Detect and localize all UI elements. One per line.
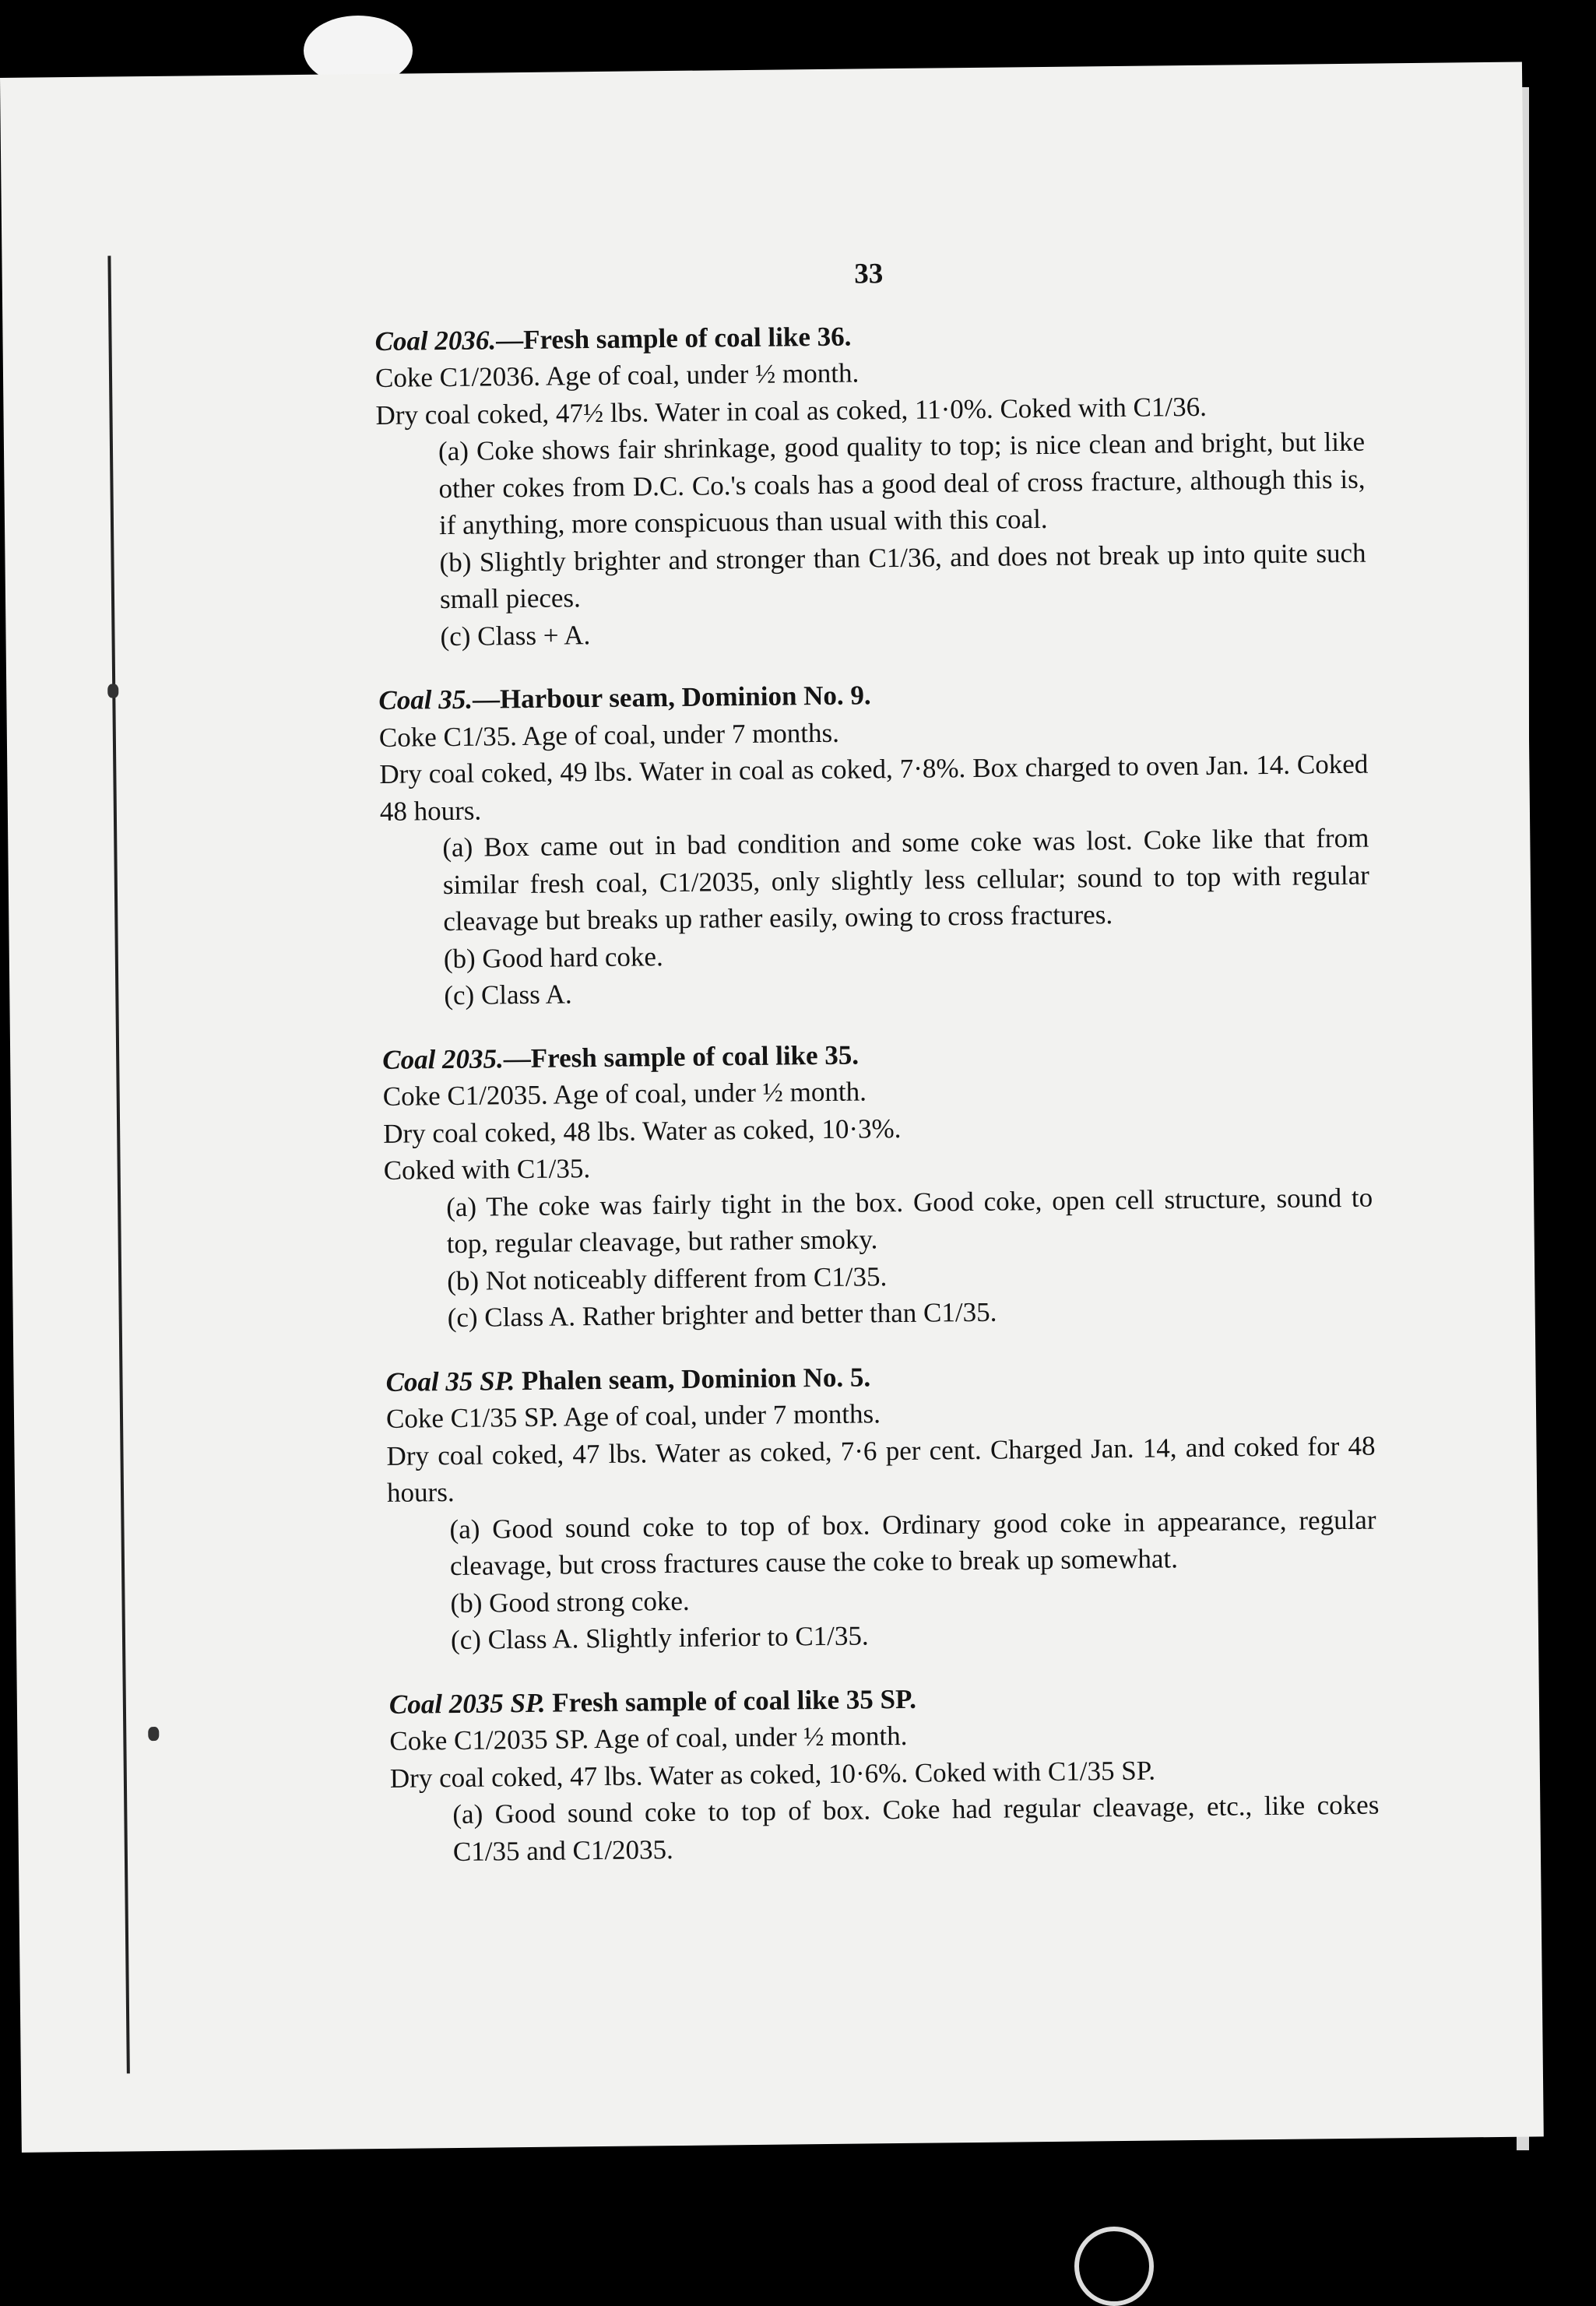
entry-item: (a) The coke was fairly tight in the box. Good coke, open cell structure, sound to top, regular cleavage, but rather smoky. — [446, 1182, 1373, 1260]
entry-line: Coke C1/2035 SP. Age of coal, under ½ month. — [389, 1720, 908, 1756]
entry-item: (c) Class A. — [444, 979, 572, 1011]
entry-line: Dry coal coked, 49 lbs. Water in coal as coked, 7·8%. Box charged to oven Jan. 14. Coked 48 hours. — [379, 748, 1369, 827]
page-number: 33 — [853, 258, 884, 290]
entry-item: (a) Box came out in bad condition and some coke was lost. Coke like that from similar fresh coal, C1/2035, only slightly less cellular; sound to top with regular cleavage but breaks up rather easily, owing to cross fractures. — [442, 822, 1370, 937]
coal-id: Coal 35. — [378, 684, 473, 715]
page-content — [374, 251, 1380, 1897]
entry-line: Dry coal coked, 48 lbs. Water as coked, 10·3%. — [383, 1113, 902, 1149]
entry-line: Coked with C1/35. — [383, 1153, 591, 1186]
binding-rule — [107, 256, 129, 2074]
coal-entry — [374, 312, 1366, 656]
entry-line: Coke C1/35. Age of coal, under 7 months. — [378, 717, 840, 753]
entry-item: (a) Coke shows fair shrinkage, good quality to top; is nice clean and bright, but like other cokes from D.C. Co.'s coals has a good deal of cross fracture, although this is, if anything, more conspicuous than usual with this coal. — [438, 426, 1366, 541]
entry-line: Dry coal coked, 47½ lbs. Water in coal as coked, 11·0%. Coked with C1/36. — [375, 391, 1208, 431]
entry-item: (c) Class A. Slightly inferior to C1/35. — [450, 1620, 869, 1656]
entry-item: (c) Class + A. — [440, 619, 591, 652]
heading-text: Fresh sample of coal like 35 SP. — [545, 1683, 917, 1718]
binding-mark-top — [107, 684, 118, 698]
coal-entry — [385, 1353, 1377, 1659]
coal-id: Coal 2035 SP. — [388, 1687, 546, 1720]
photo-smudge — [1074, 2227, 1154, 2306]
coal-entry — [382, 1031, 1374, 1337]
coal-entry — [389, 1675, 1380, 1871]
entry-line: Coke C1/35 SP. Age of coal, under 7 months. — [385, 1398, 881, 1434]
coal-id: Coal 35 SP. — [385, 1365, 515, 1397]
heading-text: —Fresh sample of coal like 36. — [495, 321, 852, 355]
heading-text: —Fresh sample of coal like 35. — [503, 1039, 860, 1074]
heading-text: Phalen seam, Dominion No. 5. — [515, 1361, 871, 1396]
coal-id: Coal 2036. — [374, 324, 497, 357]
entry-line: Dry coal coked, 47 lbs. Water as coked, 7·6 per cent. Charged Jan. 14, and coked for 48 hours. — [386, 1430, 1376, 1508]
entry-item: (a) Good sound coke to top of box. Ordinary good coke in appearance, regular cleavage, but cross fractures cause the coke to break up somewhat. — [449, 1504, 1376, 1582]
entry-line: Coke C1/2036. Age of coal, under ½ month. — [374, 357, 860, 393]
entry-item: (b) Good hard coke. — [443, 940, 663, 974]
entry-item: (b) Not noticeably different from C1/35. — [447, 1260, 888, 1296]
entry-item: (b) Slightly brighter and stronger than C1/36, and does not break up into quite such small pieces. — [439, 537, 1366, 615]
entry-item: (c) Class A. Rather brighter and better than C1/35. — [447, 1296, 997, 1334]
entry-line: Coke C1/2035. Age of coal, under ½ month. — [382, 1076, 867, 1112]
coal-entry — [378, 672, 1370, 1015]
entry-item: (a) Good sound coke to top of box. Coke had regular cleavage, etc., like cokes C1/35 and C1/2035. — [452, 1789, 1380, 1867]
binding-mark-bottom — [148, 1727, 159, 1741]
document-page — [0, 62, 1544, 2153]
entry-line: Dry coal coked, 47 lbs. Water as coked, 10·6%. Coked with C1/35 SP. — [389, 1755, 1156, 1794]
entry-item: (b) Good strong coke. — [450, 1585, 690, 1619]
coal-id: Coal 2035. — [382, 1042, 504, 1075]
heading-text: —Harbour seam, Dominion No. 9. — [472, 680, 871, 715]
